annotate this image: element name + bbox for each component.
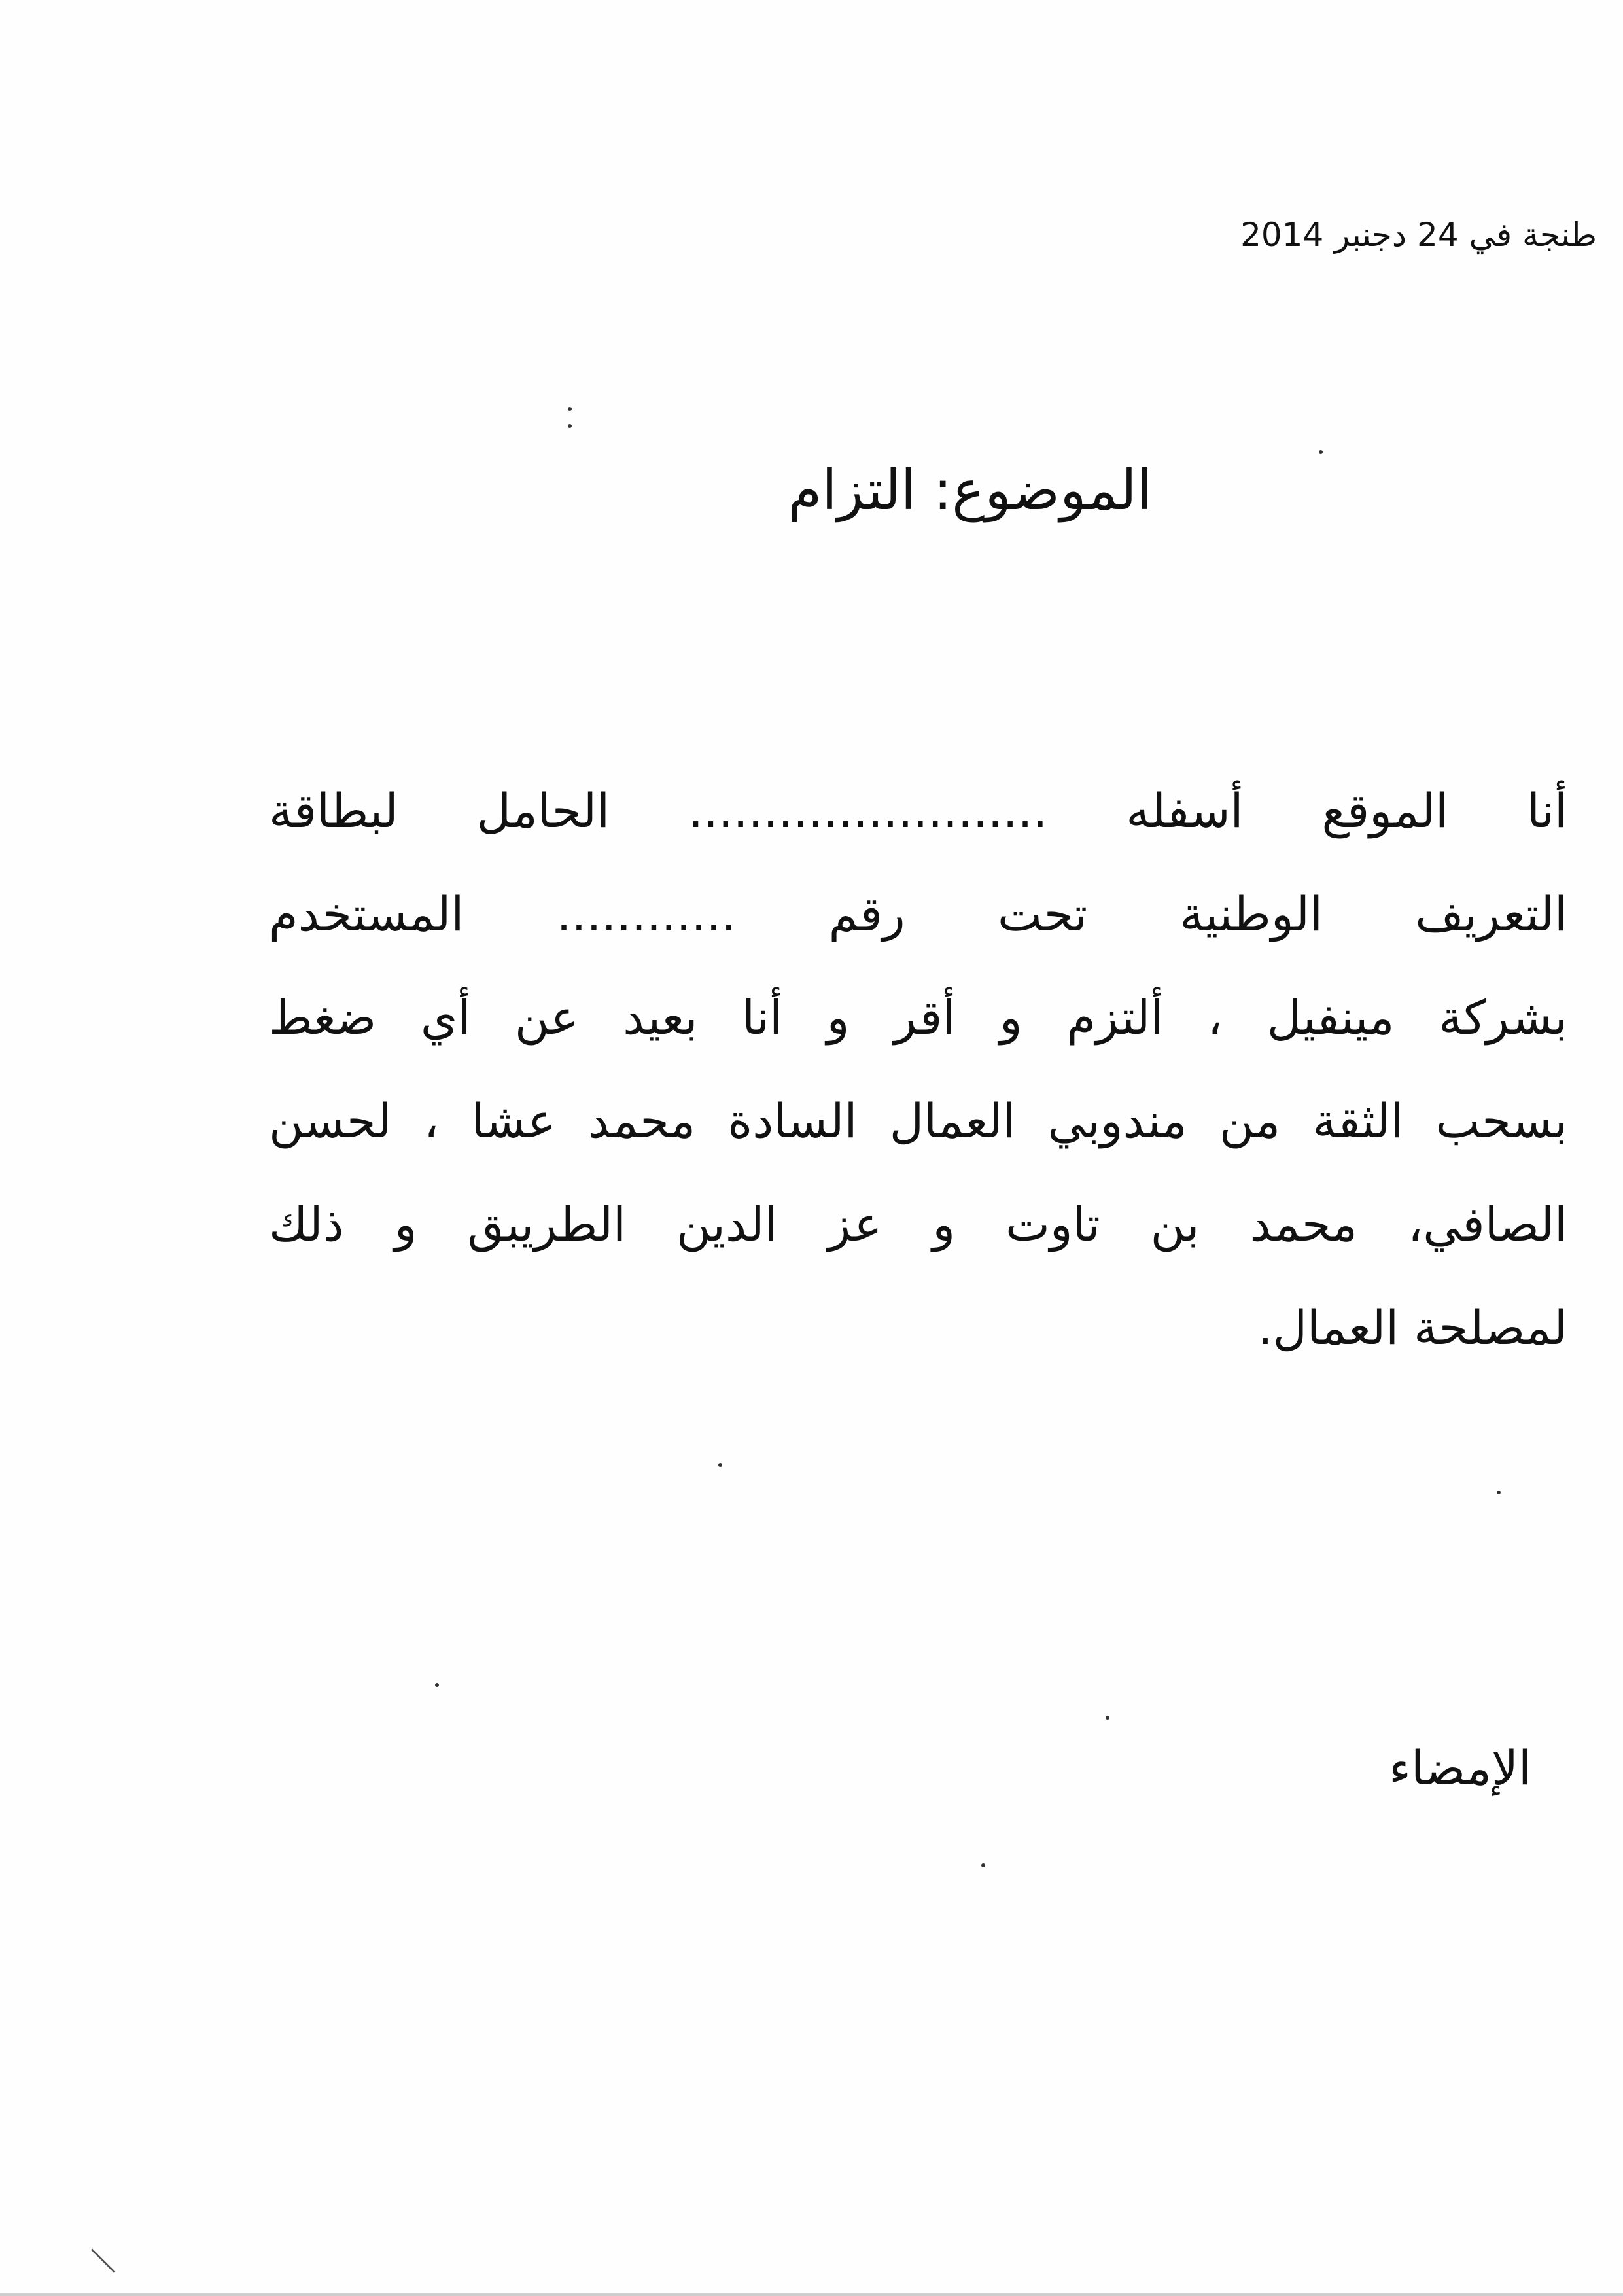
- body-line: الصافي، محمد بن تاوت و عز الدين الطريبق و ذلك: [269, 1197, 1567, 1252]
- body-line: التعريف الوطنية تحت رقم ............ المستخدم: [269, 887, 1567, 942]
- body-line: بشركة مينفيل ، ألتزم و أقر و أنا بعيد عن أي ضغط: [269, 990, 1567, 1045]
- scan-speck: [718, 1463, 722, 1467]
- body-line: بسحب الثقة من مندوبي العمال السادة محمد عشا ، لحسن: [269, 1093, 1567, 1148]
- scan-speck: [981, 1863, 985, 1867]
- body-line: أنا الموقع أسفله ........................ الحامل لبطاقة: [269, 783, 1567, 838]
- scan-speck: [1319, 450, 1323, 454]
- scan-mark: [91, 2248, 115, 2272]
- scan-speck: [568, 424, 572, 428]
- scan-speck: [1497, 1491, 1501, 1494]
- scan-speck: [568, 407, 572, 411]
- scan-edge: [0, 2293, 1623, 2296]
- scan-speck: [1106, 1716, 1109, 1720]
- place-and-date: طنجة في 24 دجنبر 2014: [1240, 216, 1597, 254]
- commitment-body: [269, 759, 1567, 1379]
- signature-label: الإمضاء: [1389, 1740, 1531, 1795]
- scan-speck: [435, 1683, 439, 1687]
- body-line: لمصلحة العمال.: [1257, 1300, 1567, 1355]
- subject-title: الموضوع: التزام: [788, 458, 1152, 522]
